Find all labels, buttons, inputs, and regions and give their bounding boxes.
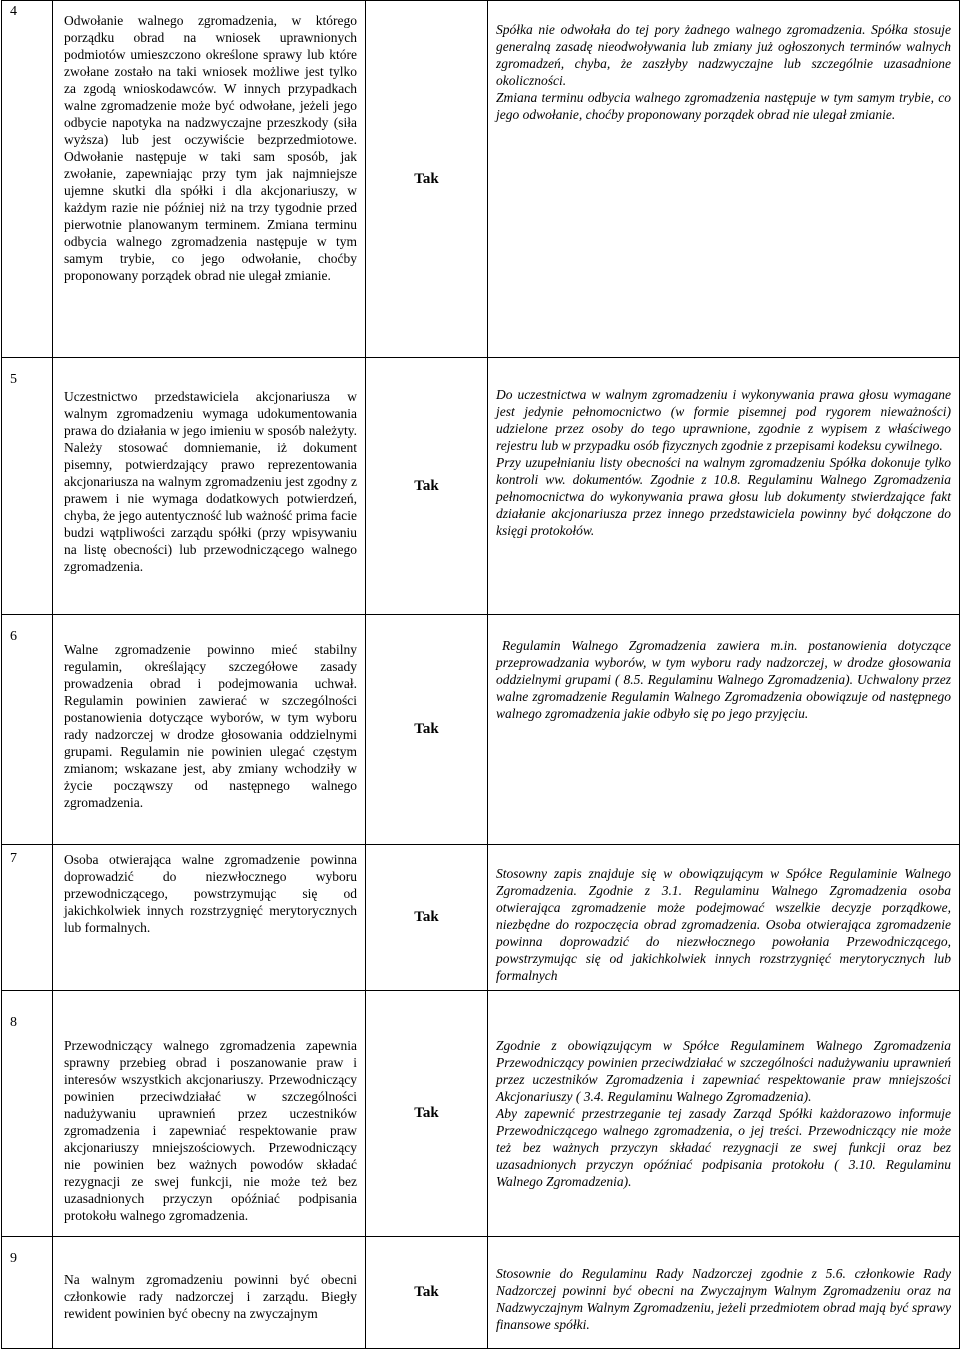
comment-cell	[488, 615, 960, 845]
row-number: 7	[2, 845, 53, 991]
table-row	[2, 1237, 960, 1349]
comment-paragraph: Zgodnie z obowiązującym w Spółce Regulaminem Walnego Zgromadzenia Przewodniczący powinien przeciwdziałać w szczególności nadużywaniu uprawnień przez uczestników Zgromadzenia i zapewniać respektowanie praw mniejszości Akcjonariuszy ( 3.4. Regulaminu Walnego Zgromadzenia).	[496, 1038, 951, 1104]
principles-table	[1, 0, 960, 1349]
comment-paragraph: Stosownie do Regulaminu Rady Nadzorczej zgodnie z 5.6. członkowie Rady Nadzorczej powinni być obecni na Zwyczajnym Walnym Zgromadzeniu oraz na Nadzwyczajnym Walnym Zgromadzeniu, jeżeli przedmiotem obrad mają być sprawy finansowe spółki.	[496, 1266, 951, 1332]
compliance-answer: Tak	[366, 1, 488, 358]
comment-paragraph: Regulamin Walnego Zgromadzenia zawiera m.in. postanowienia dotyczące przeprowadzania wyborów, w tym wyboru rady nadzorczej, w drodze głosowania oddzielnymi grupami ( 8.5. Regulaminu Walnego Zgromadzenia). Uchwalony przez walne zgromadzenie Regulamin Walnego Zgromadzenia obowiązuje od następnego walnego zgromadzenia jakie odbyło się po jego przyjęciu.	[496, 638, 951, 721]
comment-cell	[488, 1237, 960, 1349]
rule-text-cell	[53, 1, 366, 358]
rule-text-cell	[53, 358, 366, 615]
compliance-answer: Tak	[366, 358, 488, 615]
comment-cell	[488, 358, 960, 615]
comment-cell	[488, 1, 960, 358]
table-row	[2, 845, 960, 991]
rule-text-cell	[53, 615, 366, 845]
rule-text-cell	[53, 1237, 366, 1349]
comment-cell	[488, 845, 960, 991]
compliance-answer: Tak	[366, 991, 488, 1237]
row-number: 5	[2, 358, 53, 615]
rule-text: Walne zgromadzenie powinno mieć stabilny regulamin, określający szczegółowe zasady prowadzenia obrad i podejmowania uchwał. Regulamin powinien zawierać w szczególności postanowienia dotyczące wyborów, w tym wyboru rady nadzorczej w drodze głosowania oddzielnymi grupami. Regulamin nie powinien ulegać częstym zmianom; wskazane jest, aby zmiany wchodziły w życie począwszy od następnego walnego zgromadzenia.	[64, 642, 357, 810]
compliance-answer: Tak	[366, 615, 488, 845]
rule-text-cell	[53, 845, 366, 991]
rule-text: Osoba otwierająca walne zgromadzenie powinna doprowadzić do niezwłocznego wyboru przewodniczącego, powstrzymując się od jakichkolwiek innych rozstrzygnięć merytorycznych lub formalnych.	[64, 852, 357, 935]
comment-paragraph: Aby zapewnić przestrzeganie tej zasady Zarząd Spółki każdorazowo informuje Przewodniczącego walnego zgromadzenia, o jej treści. Przewodniczący nie może też bez ważnych przyczyn składać rezygnacji ze swej funkcji oraz bez uzasadnionych przyczyn opóźniać podpisania protokołu ( 3.10. Regulaminu Walnego Zgromadzenia).	[496, 1106, 951, 1189]
comment-cell	[488, 991, 960, 1237]
rule-text: Uczestnictwo przedstawiciela akcjonariusza w walnym zgromadzeniu wymaga udokumentowania prawa do działania w jego imieniu w sposób należyty. Należy stosować domniemanie, iż dokument pisemny, potwierdzający prawo reprezentowania akcjonariusza na walnym zgromadzeniu jest zgodny z prawem i nie wymaga dodatkowych potwierdzeń, chyba, że jego autentyczność lub ważność prima facie budzi wątpliwości zarządu spółki (przy wpisywaniu na listę obecności) lub przewodniczącego walnego zgromadzenia.	[64, 389, 357, 574]
row-number: 9	[2, 1237, 53, 1349]
row-number: 4	[2, 1, 53, 358]
comment-paragraph: Do uczestnictwa w walnym zgromadzeniu i wykonywania prawa głosu wymagane jest jedynie pełnomocnictwo (w formie pisemnej pod rygorem nieważności) udzielone przez osoby do tego uprawnione, zgodnie z wypisem z właściwego rejestru lub w przypadku osób fizycznych zgodnie z przepisami kodeksu cywilnego.	[496, 387, 951, 453]
comment-paragraph: Przy uzupełnianiu listy obecności na walnym zgromadzeniu Spółka dokonuje tylko kontroli ww. dokumentów. Zgodnie z 10.8. Regulaminu Walnego Zgromadzenia pełnomocnictwa do wykonywania prawa głosu lub dokumenty stwierdzające fakt działanie akcjonariusza przez innego przedstawiciela powinny być dołączone do księgi protokołów.	[496, 455, 951, 538]
row-number: 8	[2, 991, 53, 1237]
rule-text: Przewodniczący walnego zgromadzenia zapewnia sprawny przebieg obrad i poszanowanie praw i interesów wszystkich akcjonariuszy. Przewodniczący powinien przeciwdziałać w szczególności nadużywaniu uprawnień przez uczestników zgromadzenia i zapewniać respektowanie praw akcjonariuszy mniejszościowych. Przewodniczący nie powinien bez ważnych powodów składać rezygnacji ze swej funkcji, nie może też bez uzasadnionych przyczyn opóźniać podpisania protokołu walnego zgromadzenia.	[64, 1038, 357, 1223]
table-row	[2, 358, 960, 615]
compliance-answer: Tak	[366, 1237, 488, 1349]
row-number: 6	[2, 615, 53, 845]
rule-text: Odwołanie walnego zgromadzenia, w którego porządku obrad na wniosek uprawnionych podmiotów umieszczono określone sprawy lub które zwołane zostało na taki wniosek możliwe jest tylko za zgodą wnioskodawców. W innych przypadkach walne zgromadzenie może być odwołane, jeżeli jego odbycie napotyka na nadzwyczajne przeszkody (siła wyższa) lub jest oczywiście bezprzedmiotowe. Odwołanie następuje w taki sam sposób, jak zwołanie, zapewniając przy tym jak najmniejsze ujemne skutki dla spółki i dla akcjonariuszy, w każdym razie nie później niż na trzy tygodnie przed pierwotnie planowanym terminem. Zmiana terminu odbycia walnego zgromadzenia następuje w tym samym trybie, co jego odwołanie, choćby proponowany porządek obrad nie ulegał zmianie.	[64, 13, 357, 283]
table-row	[2, 615, 960, 845]
comment-paragraph: Spółka nie odwołała do tej pory żadnego walnego zgromadzenia. Spółka stosuje generalną zasadę nieodwoływania lub zmiany już ogłoszonych terminów walnych zgromadzeń, chyba, że zaszłyby nadzwyczajne lub szczególnie uzasadnione okoliczności.	[496, 22, 951, 88]
comment-paragraph: Zmiana terminu odbycia walnego zgromadzenia następuje w tym samym trybie, co jego odwołanie, choćby proponowany porządek obrad nie ulegał zmianie.	[496, 90, 951, 122]
table-row	[2, 991, 960, 1237]
rule-text: Na walnym zgromadzeniu powinni być obecni członkowie rady nadzorczej i zarządu. Biegły rewident powinien być obecny na zwyczajnym	[64, 1272, 357, 1321]
table-row	[2, 1, 960, 358]
comment-paragraph: Stosowny zapis znajduje się w obowiązującym w Spółce Regulaminie Walnego Zgromadzenia. Zgodnie z 3.1. Regulaminu Walnego Zgromadzenia osoba otwierająca zgromadzenie może podejmować wszelkie decyzje porządkowe, niezbędne do rozpoczęcia obrad zgromadzenia. Osoba otwierająca zgromadzenie powinna doprowadzić do niezwłocznego powołania Przewodniczącego, powstrzymując się od jakichkolwiek innych rozstrzygnięć merytorycznych lub formalnych	[496, 866, 951, 983]
compliance-answer: Tak	[366, 845, 488, 991]
rule-text-cell	[53, 991, 366, 1237]
